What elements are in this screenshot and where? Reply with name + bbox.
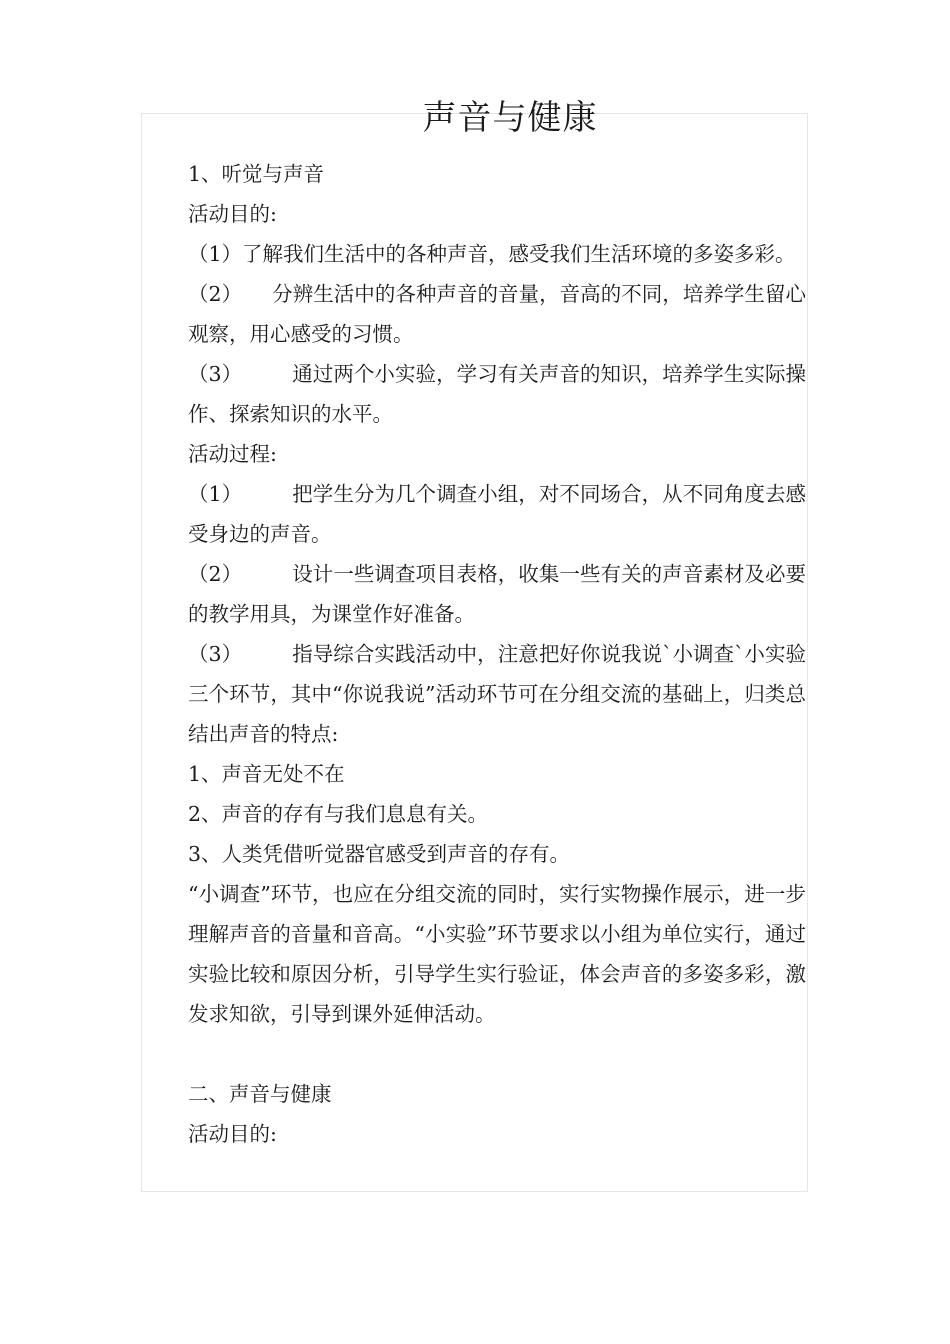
goal-number: （2） — [188, 282, 243, 306]
process-item — [146, 474, 806, 554]
process-text: 把学生分为几个调查小组，对不同场合，从不同角度去感受身边的声音。 — [188, 482, 807, 546]
spacer — [146, 1034, 806, 1074]
goal-item — [146, 354, 806, 434]
process-text: 指导综合实践活动中，注意把好你说我说`小调查`小实验三个环节，其中“你说我说”活动环节可在分组交流的基础上，归类总结出声音的特点: — [188, 642, 806, 746]
document-title: 声音与健康 — [422, 98, 598, 138]
process-number: （1） — [188, 482, 243, 506]
process-item — [146, 634, 806, 754]
goal-text: 了解我们生活中的各种声音，感受我们生活环境的多姿多彩。 — [242, 242, 796, 266]
goal-text: 分辨生活中的各种声音的音量，音高的不同，培养学生留心观察，用心感受的习惯。 — [188, 282, 807, 346]
section-heading-1: 1、听觉与声音 — [188, 162, 325, 186]
activity-goal-label: 活动目的: — [188, 202, 277, 226]
activity-goal-label: 活动目的: — [188, 1122, 277, 1146]
feature-item: 3、人类凭借听觉器官感受到声音的存有。 — [188, 842, 571, 866]
body-paragraph: “小调查”环节，也应在分组交流的同时，实行实物操作展示，进一步理解声音的音量和音高。“小实验”环节要求以小组为单位实行，通过实验比较和原因分析，引导学生实行验证，体会声音的多姿多彩，激发求知欲，引导到课外延伸活动。 — [188, 882, 806, 1026]
feature-item: 2、声音的存有与我们息息有关。 — [188, 802, 489, 826]
goal-number: （1） — [188, 242, 243, 266]
goal-item — [146, 234, 806, 274]
process-item — [146, 554, 806, 634]
goal-item — [146, 274, 806, 354]
process-number: （3） — [188, 642, 243, 666]
section-heading-2: 二、声音与健康 — [188, 1082, 332, 1106]
goal-number: （3） — [188, 362, 243, 386]
activity-process-label: 活动过程: — [188, 442, 277, 466]
goal-text: 通过两个小实验，学习有关声音的知识，培养学生实际操作、探索知识的水平。 — [188, 362, 807, 426]
feature-item: 1、声音无处不在 — [188, 762, 345, 786]
process-number: （2） — [188, 562, 243, 586]
process-text: 设计一些调查项目表格，收集一些有关的声音素材及必要的教学用具，为课堂作好准备。 — [188, 562, 807, 626]
document-body — [146, 154, 806, 1154]
